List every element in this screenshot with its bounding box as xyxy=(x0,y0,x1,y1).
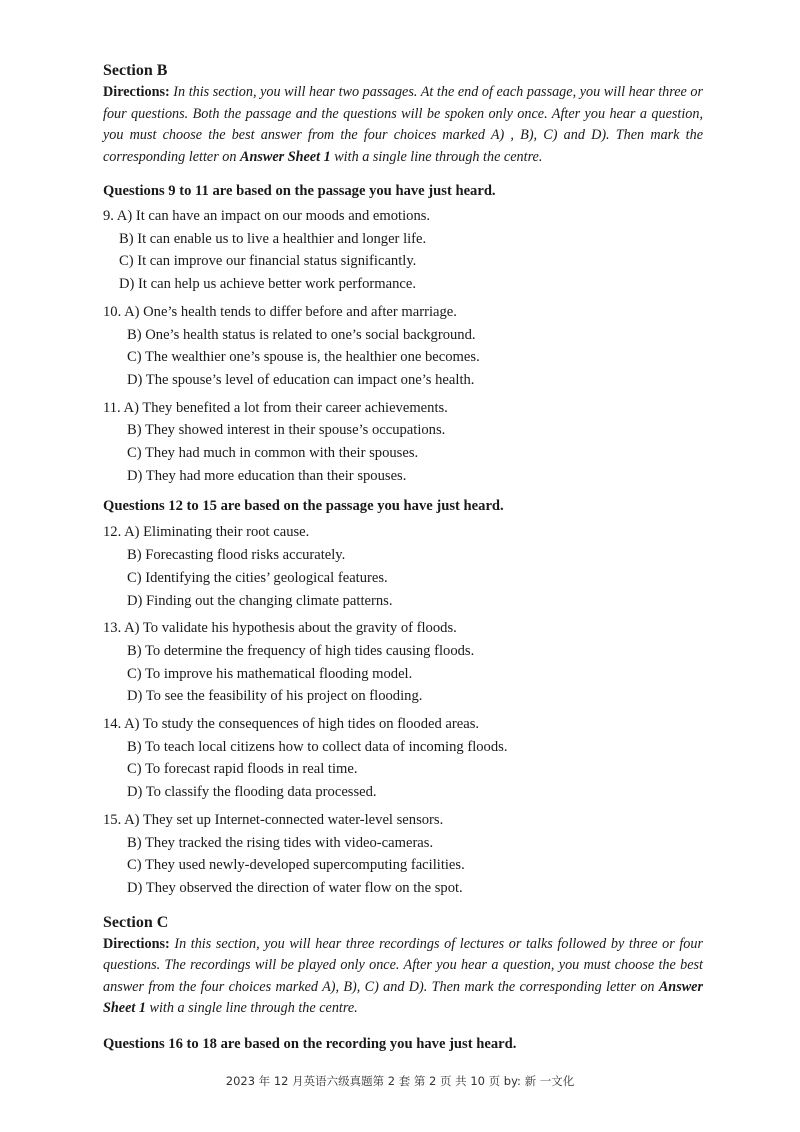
question-14 xyxy=(103,713,703,804)
question-11 xyxy=(103,397,703,488)
section-b-title: Section B xyxy=(103,62,168,79)
question-option: D) To classify the flooding data processed. xyxy=(127,784,377,801)
question-option: D) They observed the direction of water flow on the spot. xyxy=(127,879,463,896)
exam-page xyxy=(103,60,703,1054)
question-13 xyxy=(103,617,703,708)
question-first-line: 15. A) They set up Internet-connected water-level sensors. xyxy=(103,811,444,828)
section-c xyxy=(103,912,703,1054)
question-12 xyxy=(103,521,703,612)
group-heading: Questions 16 to 18 are based on the recording you have just heard. xyxy=(103,1035,517,1052)
question-option: C) They used newly-developed supercomputing facilities. xyxy=(127,857,465,874)
question-15 xyxy=(103,809,703,900)
question-9 xyxy=(103,205,703,296)
answer-sheet-ref: Answer Sheet 1 xyxy=(240,148,331,165)
question-first-line: 11. A) They benefited a lot from their career achievements. xyxy=(103,399,448,416)
section-b xyxy=(103,60,703,168)
question-first-line: 9. A) It can have an impact on our moods and emotions. xyxy=(103,208,431,224)
question-option: D) The spouse’s level of education can impact one’s health. xyxy=(127,371,475,388)
question-10 xyxy=(103,301,703,392)
question-option: B) It can enable us to live a healthier and longer life. xyxy=(119,230,427,247)
question-option: B) To determine the frequency of high tides causing floods. xyxy=(127,642,475,659)
directions-text-end: with a single line through the centre. xyxy=(145,1000,358,1017)
group-heading: Questions 9 to 11 are based on the passage you have just heard. xyxy=(103,183,496,199)
question-option: D) To see the feasibility of his project on flooding. xyxy=(127,688,423,705)
question-option: D) They had more education than their spouses. xyxy=(127,467,407,484)
question-first-line: 14. A) To study the consequences of high tides on flooded areas. xyxy=(103,716,480,733)
directions-text: In this section, you will hear two passages. At the end of each passage, you will hear three or four questions. Both the passage and the questions will be spoken only once. After you hear a question, you must choose the best answer from the four choices marked A) , B), C) and D). Then mark the corresponding letter on xyxy=(103,84,704,165)
question-option: B) They showed interest in their spouse’s occupations. xyxy=(127,422,446,439)
question-first-line: 13. A) To validate his hypothesis about the gravity of floods. xyxy=(103,620,457,637)
question-option: B) To teach local citizens how to collect data of incoming floods. xyxy=(127,738,508,755)
question-option: D) It can help us achieve better work performance. xyxy=(119,276,417,293)
directions-text-end: with a single line through the centre. xyxy=(330,148,543,165)
question-option: C) They had much in common with their spouses. xyxy=(127,445,419,462)
question-option: B) Forecasting flood risks accurately. xyxy=(127,547,346,564)
question-option: C) To forecast rapid floods in real time. xyxy=(127,761,358,778)
section-b-directions xyxy=(103,82,703,168)
question-option: B) One’s health status is related to one’s social background. xyxy=(127,326,476,343)
group-heading: Questions 12 to 15 are based on the passage you have just heard. xyxy=(103,498,504,515)
question-option: D) Finding out the changing climate patterns. xyxy=(127,592,393,609)
section-c-title: Section C xyxy=(103,913,169,931)
page-footer: 2023 年 12 月英语六级真题第 2 套 第 2 页 共 10 页 by: 新 一文化 xyxy=(225,1074,575,1088)
question-option: C) Identifying the cities’ geological features. xyxy=(127,569,388,586)
answer-sheet-ref: Answer Sheet 1 xyxy=(103,978,703,1017)
directions-text: In this section, you will hear three recordings of lectures or talks followed by three or four questions. The recordings will be played only once. After you hear a question, you must choose the best answer from the four choices marked A), B), C) and D). Then mark the corresponding letter on xyxy=(103,935,704,995)
directions-label: Directions: xyxy=(103,935,170,952)
question-option: C) The wealthier one’s spouse is, the healthier one becomes. xyxy=(127,349,480,366)
question-first-line: 12. A) Eliminating their root cause. xyxy=(103,524,310,541)
question-option: B) They tracked the rising tides with video-cameras. xyxy=(127,834,434,851)
section-c-directions xyxy=(103,934,703,1020)
question-first-line: 10. A) One’s health tends to differ before and after marriage. xyxy=(103,303,457,320)
question-option: C) To improve his mathematical flooding model. xyxy=(127,665,413,682)
question-option: C) It can improve our financial status significantly. xyxy=(119,253,417,270)
directions-label: Directions: xyxy=(103,84,170,100)
